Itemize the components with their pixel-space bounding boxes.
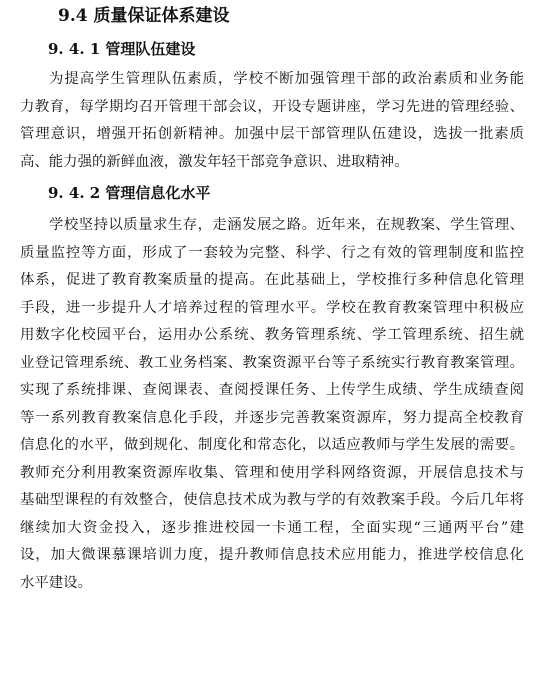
paragraph-line: 继续加大资金投入，逐步推进校园一卡通工程，全面实现“三通两平台”建 (20, 519, 524, 536)
paragraph-line: 高、能力强的新鲜血液，激发年轻干部竞争意识、进取精神。 (20, 153, 409, 170)
paragraph-line: 用数字化校园平台，运用办公系统、教务管理系统、学工管理系统、招生就 (20, 327, 524, 343)
paragraph-line: 为提高学生管理队伍素质，学校不断加强管理干部的政治素质和业务能 (49, 71, 524, 87)
paragraph-line: 学校坚持以质量求生存，走涵发展之路。近年来，在规教案、学生管理、 (49, 217, 524, 233)
paragraph-line: 管理意识，增强开拓创新精神。加强中层干部管理队伍建设，选拔一批素质 (20, 126, 524, 142)
paragraph-informatization (20, 212, 524, 597)
paragraph-line: 等一系列教育教案信息化手段，并逐步完善教案资源库，努力提高全校教育 (20, 409, 524, 426)
paragraph-line: 信息化的水平，做到规化、制度化和常态化，以适应教师与学生发展的需要。 (20, 437, 524, 453)
paragraph-line: 水平建设。 (20, 574, 92, 591)
paragraph-line: 质量监控等方面，形成了一套较为完整、科学、行之有效的管理制度和监控 (20, 244, 524, 261)
paragraph-line: 教师充分利用教案资源库收集、管理和使用学科网络资源，开展信息技术与 (20, 464, 524, 481)
paragraph-line: 业登记管理系统、教工业务档案、教案资源平台等子系统实行教育教案管理。 (20, 354, 524, 371)
paragraph-line: 设，加大微课慕课培训力度，提升教师信息技术应用能力，推进学校信息化 (20, 547, 524, 563)
subsection-heading-informatization: 9. 4. 2 管理信息化水平 (48, 184, 211, 202)
paragraph-management-team (20, 66, 524, 176)
paragraph-line: 体系，促进了教育教案质量的提高。在此基础上，学校推行多种信息化管理 (20, 272, 524, 288)
paragraph-line: 实现了系统排课、查阅课表、查阅授课任务、上传学生成绩、学生成绩查阅 (20, 382, 524, 398)
subsection-heading-management-team: 9. 4. 1 管理队伍建设 (48, 40, 196, 58)
paragraph-line: 力教育，每学期均召开管理干部会议，开设专题讲座，学习先进的管理经验、 (20, 98, 524, 115)
paragraph-line: 基础型课程的有效整合，使信息技术成为教与学的有效教案手段。今后几年将 (20, 492, 524, 508)
paragraph-line: 手段，进一步提升人才培养过程的管理水平。学校在教育教案管理中积极应 (20, 299, 524, 316)
section-heading: 9.4 质量保证体系建设 (58, 6, 230, 26)
